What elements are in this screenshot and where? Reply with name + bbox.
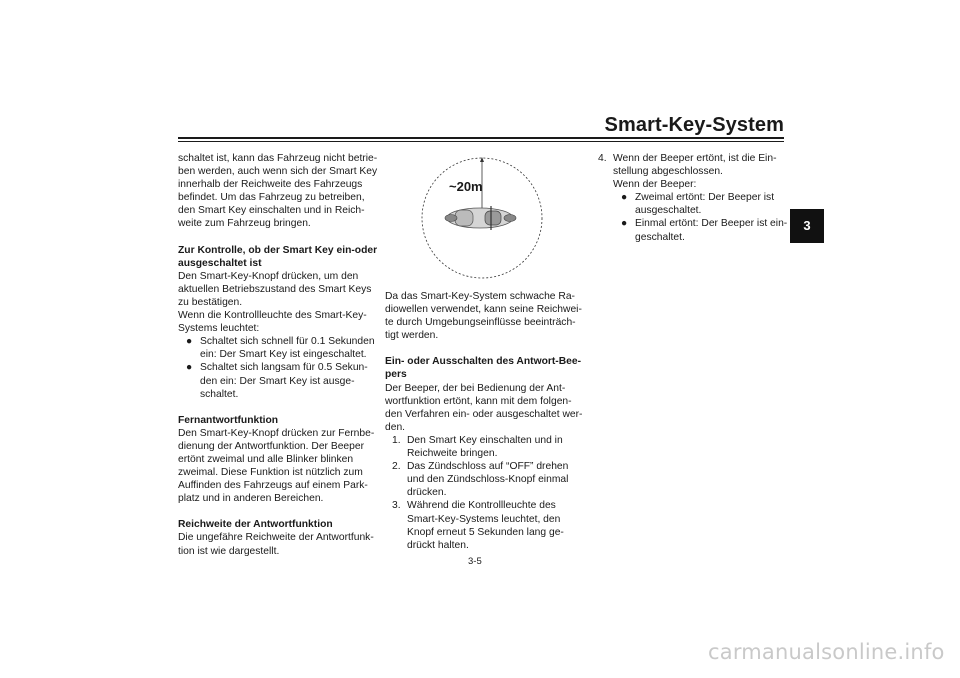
beeper-heading: Ein- oder Ausschalten des Antwort-Bee-pers: [385, 356, 582, 381]
range-text: Die ungefähre Reichweite der Antwortfunk-tion ist wie dargestellt.: [178, 532, 374, 557]
check-bullet-list: [178, 335, 378, 400]
list-item: ● Schaltet sich schnell für 0.1 Sekunden ein: Der Smart Key ist eingeschaltet.: [186, 336, 375, 361]
range-label: ~20m: [449, 179, 483, 194]
list-item: ● Schaltet sich langsam für 0.5 Sekun-den ein: Der Smart Key ist ausge-schaltet.: [186, 362, 368, 400]
header-rule-thin: [178, 141, 784, 142]
range-diagram: [385, 152, 585, 282]
header-rule: [178, 137, 784, 139]
chapter-tab: 3: [790, 209, 824, 243]
range-heading: Reichweite der Antwortfunktion: [178, 519, 333, 531]
page-title: Smart-Key-System: [604, 114, 784, 136]
list-item: ● Einmal ertönt: Der Beeper ist ein-geschaltet.: [621, 218, 788, 243]
beeper-steps: [385, 434, 585, 552]
column-2: [385, 152, 585, 552]
list-item: ● Zweimal ertönt: Der Beeper ist ausgeschaltet.: [621, 192, 775, 217]
range-diagram-svg: [385, 152, 585, 282]
list-item: 4. Wenn der Beeper ertönt, ist die Ein-stellung abgeschlossen. Wenn der Beeper: ● Zweimal ertönt: Der Beeper ist ausgeschaltet. ● Einmal ertönt: Der Beeper ist ein-geschaltet.: [598, 153, 788, 243]
check-heading: Zur Kontrolle, ob der Smart Key ein-oder ausgeschaltet ist: [178, 244, 378, 269]
column-3: [598, 152, 788, 244]
page-number: 3-5: [468, 556, 482, 567]
check-text-2: Wenn die Kontrollleuchte des Smart-Key-Systems leuchtet:: [178, 310, 367, 335]
watermark: carmanualsonline.info: [708, 640, 945, 664]
list-item: 3. Während die Kontrollleuchte des Smart-Key-Systems leuchtet, den Knopf erneut 5 Sekunden lang ge-drückt halten.: [392, 500, 564, 551]
column-1: [178, 152, 378, 558]
bullet-icon: ●: [186, 336, 193, 348]
remote-text: Den Smart-Key-Knopf drücken zur Fernbe-dienung der Antwortfunktion. Der Beeper ertönt zweimal und alle Blinker blinken zweimal. Diese Funktion ist nützlich zum Auffinden des Fahrzeugs auf einem Park-platz und in anderen Bereichen.: [178, 427, 375, 505]
beeper-step-4: [598, 152, 788, 244]
step-4-sub: Wenn der Beeper:: [613, 179, 697, 191]
weak-text: Da das Smart-Key-System schwache Ra-diowellen verwendet, kann seine Reichwei-te durch Umgebungseinflüsse beeinträch-tigt werden.: [385, 291, 582, 342]
check-text: Den Smart-Key-Knopf drücken, um den aktuellen Betriebszustand des Smart Keys zu bestätigen.: [178, 270, 372, 308]
bullet-icon: ●: [621, 192, 628, 204]
beeper-text: Der Beeper, der bei Bedienung der Ant-wortfunktion ertönt, kann mit dem folgen-den Verfahren ein- oder ausgeschaltet wer-den.: [385, 382, 583, 433]
remote-heading: Fernantwortfunktion: [178, 414, 279, 426]
scooter-icon: [445, 206, 516, 230]
list-item: 1. Den Smart Key einschalten und in Reichweite bringen.: [392, 434, 563, 460]
step-4-bullets: [613, 191, 788, 243]
list-item: 2. Das Zündschloss auf “OFF” drehen und den Zündschloss-Knopf einmal drücken.: [392, 461, 569, 499]
bullet-icon: ●: [186, 362, 193, 374]
intro-paragraph: schaltet ist, kann das Fahrzeug nicht betrie-ben werden, auch wenn sich der Smart Key innerhalb der Reichweite des Fahrzeugs befindet. Um das Fahrzeug zu betreiben, den Smart Key einschalten und in Reich-weite zum Fahrzeug bringen.: [178, 153, 378, 230]
bullet-icon: ●: [621, 218, 628, 230]
